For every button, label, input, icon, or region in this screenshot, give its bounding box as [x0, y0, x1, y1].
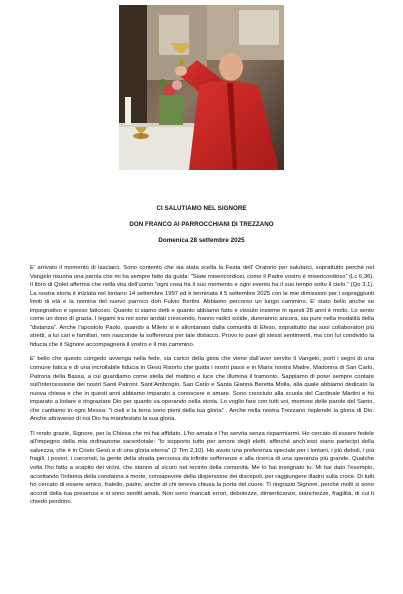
paragraph: E’ bello che questo congedo avvenga nella fede, sia carico della gioia che viene dall’aver servito il Vangelo, porti i segni di una comune fatica e di una incrollabile fiducia in Gesù Risorto che guida i nostri passi e in Maria nostra Madre, Madonna di San Carlo, Patrona della Bassa, a cui guardiamo come stella del mattino e luce che illumina il tramonto. Sappiamo di poter sempre contare sull’intercessione dei nostri Santi Patroni: Sant’Ambrogio, San Carlo e Santa Gianna Beretta Molla, alla quale abbiamo dedicato la nuova chiesa e che in questi anni abbiamo imparato a conoscere e amare. Sono cresciuto alla scuola del Cardinale Martini e ho imparato a lodare e ringraziare Dio per quanto va operando nella storia. Lo voglio fare con tutti voi, memore delle parole del Santo, che cantiamo in ogni Messa: “i cieli e la terra sono pieni della tua gloria” . Anche nella nostra Trezzano risplende la gloria di Dio. Anche attraverso di noi Dio ha manifestato la sua gloria.: [30, 356, 374, 423]
paragraph: E’ arrivato il momento di lasciarci. Sono contento che sia stata scelta la Festa dell’ Oratorio per salutarci, soprattutto perché nel Vangelo risuona una parola che mi ha sempre fatto da guida: “Siate misericordiosi, come il Padre vostro è misericordioso” (Lc 6,36). Il libro di Qolet afferma che nella vita dell’uomo “ogni cosa ha il suo momento e ogni evento ha il suo tempo sotto il cielo.” (Qo 3,1). La nostra storia è iniziata nel lontano 14 settembre 1997 ed è terminata il 5 settembre 2025 con le mie dimissioni per i sopraggiunti limiti di età e la nomina del nuovo parroco don Fulvio Bertini. Abbiamo percorso un lungo cammino. E’ stato bello anche se impegnativo e spesso faticoso. Quanto ci siamo detti e quanto abbiamo fatto e vissuto insieme in questi 28 anni è molto. Lo sento come un dono di grazia. I legami tra noi sono andati crescendo, hanno radici solide, dureranno ancora, sia pure nella modalità della “distanza”. Anche l’apostolo Paolo, quando a Mileto si è allontanato dalla comunità di Efeso, soprattutto dai suoi collaboratori più stretti, a lui cari e familiari, non nasconde la sofferenza per tale distacco. Provo io pure gli stessi sentimenti, ma con lui condivido la fiducia che il Signore accompagnerà il vostro e il mio cammino.: [30, 265, 374, 348]
priest-photo: [119, 5, 284, 170]
subtitle: DON FRANCO AI PARROCCHIANI DI TREZZANO: [129, 221, 274, 228]
priest-elevating-chalice-photo: [119, 5, 284, 170]
title: CI SALUTIAMO NEL SIGNORE: [156, 205, 247, 212]
date-line: Domenica 28 settembre 2025: [158, 237, 245, 244]
letter-body: [30, 264, 374, 513]
paragraph: Ti rendo grazie, Signore, per la Chiesa che mi hai affidato. L’ho amata e l’ho servita senza risparmiarmi. Ho cercato di essere fedele all’impegno della mia ordinazione sacerdotale: “Io sopporto tutto per amore degli eletti, affinché anch’essi siano partecipi della salvezza, che è in Cristo Gesù e di una gloria eterna” (2 Tim 2,10). Ho avuto una preferenza speciale per i lontani, i più deboli, i più fragili, i poveri, i carcerati, la gente della strada percossa da infinite sofferenze e alla ricerca di una speranza più grande. Qualche volta l’ho fatto a scapito dei vicini, che stanno al sicuro nel recinto della comunità. Me lo hai insegnato tu. Mi hai dato l’esempio, accettando l’infamia della condanna a morte, consapevole della dispersione dei discepoli, per raggiungere illadro sulla croce. Di tutti ho cercato di essere amico, fratello, padre, anche di chi teneva chiusa la porta del cuore. Ti ringrazio Signore, perché molti si sono accorti della tua presenza e si sono sentiti amati. Non sono mancati errori, debolezze, dimenticanze, stanchezze, fragilità, di cui ti chiedo perdono.: [30, 430, 374, 506]
